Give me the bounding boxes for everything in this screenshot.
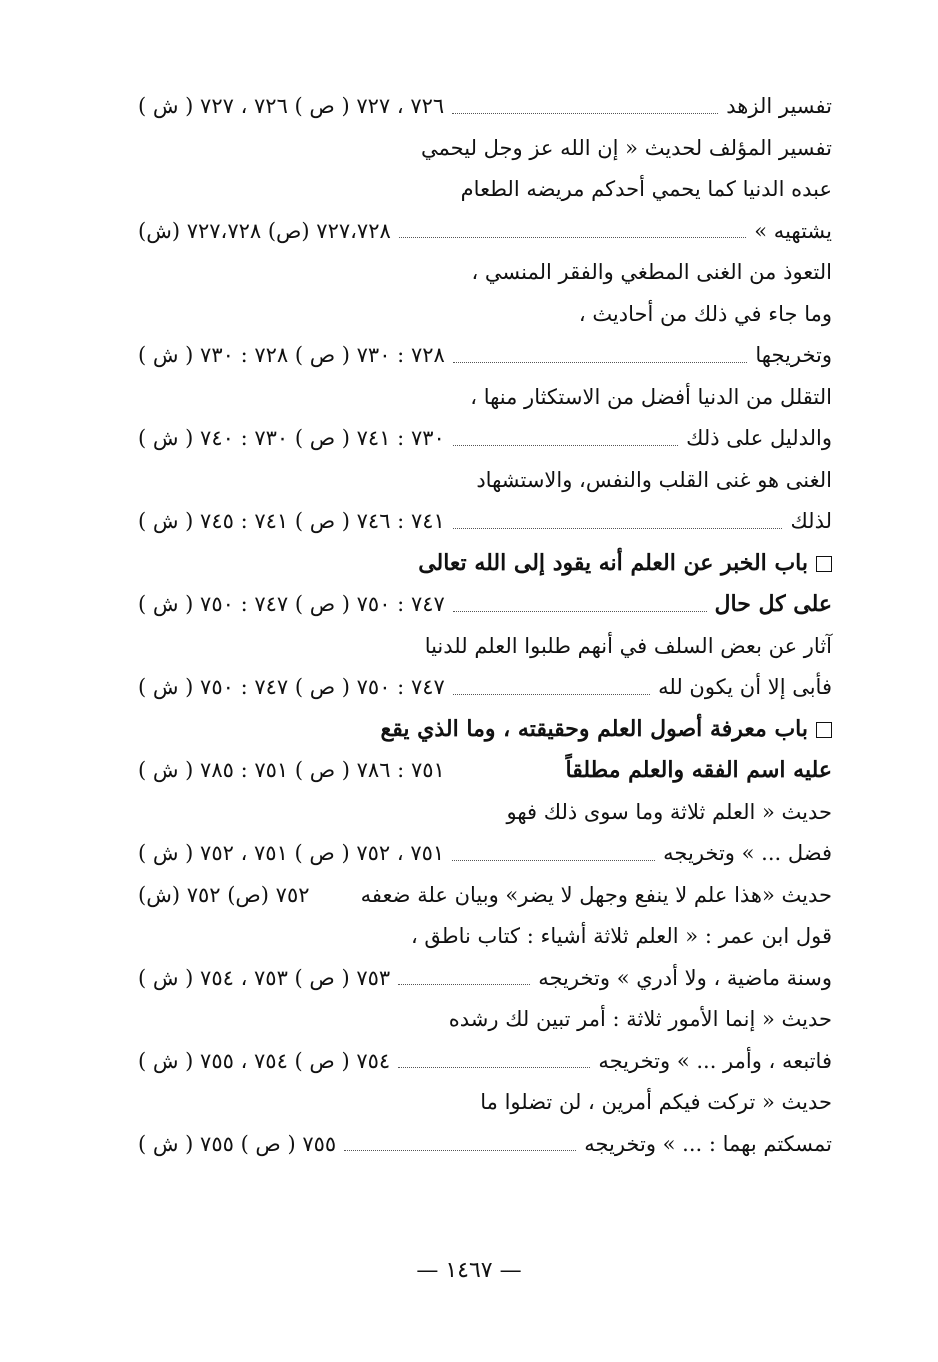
entry-label: عليه اسم الفقه والعلم مطلقاً [565, 757, 832, 783]
index-entry-text [421, 128, 832, 170]
index-entry-text [726, 86, 832, 128]
index-entry-text [715, 584, 833, 626]
index-entry-text [411, 916, 832, 958]
index-line [138, 999, 832, 1041]
index-entry-text [584, 1124, 832, 1166]
page-reference: ٧٥٣ ( ص ) ٧٥٣ ، ٧٥٤ ( ش ) [138, 965, 391, 990]
entry-label: تفسير المؤلف لحديث « إن الله عز وجل ليحمي [421, 135, 832, 160]
index-line [138, 833, 832, 875]
index-entry-text [663, 833, 832, 875]
index-line [138, 1082, 832, 1124]
entry-label: تمسكتم بهما : ... » وتخريجه [584, 1131, 832, 1156]
index-line [138, 86, 832, 128]
index-entry-text [790, 501, 832, 543]
index-entry-text [507, 792, 833, 834]
index-entry-text [361, 875, 832, 917]
page-reference: ٧٤١ : ٧٤٦ ( ص ) ٧٤١ : ٧٤٥ ( ش ) [138, 509, 445, 533]
entry-label: وما جاء في ذلك من أحاديث ، [578, 301, 832, 326]
index-entry-text [470, 377, 832, 419]
index-line [138, 875, 832, 917]
entry-label: يشتهيه » [754, 218, 832, 243]
entry-label: التقلل من الدنيا أفضل من الاستكثار منها ، [470, 384, 832, 409]
index-entry-text [425, 626, 832, 668]
index-entry-text [418, 543, 832, 585]
index-entry-text [449, 999, 832, 1041]
dotted-leader [453, 444, 678, 446]
index-entry-text [566, 750, 832, 792]
page-reference: ٧٢٧،٧٢٨ (ص) ٧٢٧،٧٢٨ (ش) [138, 218, 391, 243]
entry-label: والدليل على ذلك [686, 426, 832, 450]
entry-label: فاتبعه ، وأمر ... » وتخريجه [598, 1048, 832, 1073]
index-line [138, 211, 832, 253]
dotted-leader [453, 527, 783, 529]
entry-label: حديث « تركت فيكم أمرين ، لن تضلوا ما [480, 1090, 832, 1114]
index-line [138, 418, 832, 460]
entry-label: لذلك [790, 509, 832, 533]
dotted-leader [344, 1149, 576, 1151]
checkbox-square-icon [816, 722, 832, 738]
index-entry-text [476, 460, 832, 502]
page-reference: ٧٢٦ ، ٧٢٧ ( ص ) ٧٢٦ ، ٧٢٧ ( ش ) [138, 94, 445, 118]
index-line [138, 501, 832, 543]
entry-label: وسنة ماضية ، ولا أدري » وتخريجه [538, 965, 832, 990]
entry-label: وتخريجها [755, 343, 832, 367]
index-line [138, 169, 832, 211]
entry-label: باب معرفة أصول العلم وحقيقته ، وما الذي يقع [380, 715, 808, 742]
index-line [138, 335, 832, 377]
index-line [138, 1041, 832, 1083]
entry-label: باب الخبر عن العلم أنه يقود إلى الله تعالى [418, 549, 808, 576]
entry-label: تفسير الزهد [726, 94, 832, 118]
dotted-leader [453, 693, 650, 695]
index-line [138, 252, 832, 294]
index-content [138, 86, 832, 1165]
index-line [138, 792, 832, 834]
checkbox-square-icon [816, 556, 832, 572]
index-entry-text [579, 294, 832, 336]
dotted-leader [452, 859, 655, 861]
page-reference: ٧٥٤ ( ص ) ٧٥٤ ، ٧٥٥ ( ش ) [138, 1048, 391, 1073]
index-entry-text [480, 1082, 832, 1124]
index-heading-line [138, 709, 832, 751]
index-line [138, 128, 832, 170]
page-reference: ٧٥١ : ٧٨٦ ( ص ) ٧٥١ : ٧٨٥ ( ش ) [138, 758, 445, 782]
page-reference: ٧٥٥ ( ص ) ٧٥٥ ( ش ) [138, 1131, 337, 1156]
entry-label: حديث « إنما الأمور ثلاثة : أمر تبين لك رشده [448, 1007, 832, 1031]
index-entry-text [658, 667, 832, 709]
index-entry-text [754, 211, 832, 253]
index-entry-text [461, 169, 832, 211]
entry-label: فضل ... » وتخريجه [663, 841, 832, 865]
page-reference: ٧٢٨ : ٧٣٠ ( ص ) ٧٢٨ : ٧٣٠ ( ش ) [138, 343, 445, 367]
page-reference: ٧٥٢ (ص) ٧٥٢ (ش) [138, 882, 310, 907]
index-line [138, 460, 832, 502]
entry-label: فأبى إلا أن يكون لله [658, 675, 832, 699]
page-reference: ٧٤٧ : ٧٥٠ ( ص ) ٧٤٧ : ٧٥٠ ( ش ) [138, 592, 445, 616]
entry-label: آثار عن بعض السلف في أنهم طلبوا العلم للدنيا [424, 633, 832, 658]
page-reference: ٧٣٠ : ٧٤١ ( ص ) ٧٣٠ : ٧٤٠ ( ش ) [138, 426, 445, 450]
dotted-leader [399, 236, 747, 238]
dotted-leader [398, 1066, 590, 1068]
page-number: — ١٤٦٧ — [416, 1258, 522, 1283]
index-entry-text [538, 958, 832, 1000]
entry-label: حديث «هذا علم لا ينفع وجهل لا يضر» وبيان علة ضعفه [360, 882, 832, 907]
entry-label: الغنى هو غنى القلب والنفس، والاستشهاد [476, 467, 832, 492]
index-line [138, 958, 832, 1000]
entry-label: على كل حال [714, 591, 832, 617]
page-reference: ٧٥١ ، ٧٥٢ ( ص ) ٧٥١ ، ٧٥٢ ( ش ) [138, 841, 445, 865]
index-heading-line [138, 543, 832, 585]
dotted-leader [453, 610, 707, 612]
index-entry-text [686, 418, 832, 460]
entry-label: قول ابن عمر : « العلم ثلاثة أشياء : كتاب ناطق ، [410, 924, 832, 948]
index-heading-line [138, 584, 832, 626]
index-line [138, 377, 832, 419]
index-line [138, 916, 832, 958]
index-heading-line [138, 750, 832, 792]
index-line [138, 667, 832, 709]
entry-label: التعوذ من الغنى المطغي والفقر المنسي ، [471, 260, 832, 284]
dotted-leader [452, 112, 718, 114]
index-entry-text [755, 335, 832, 377]
index-line [138, 626, 832, 668]
dotted-leader [398, 983, 530, 985]
index-entry-text [598, 1041, 832, 1083]
index-line [138, 1124, 832, 1166]
entry-label: عبده الدنيا كما يحمي أحدكم مريضه الطعام [460, 177, 832, 201]
page-reference: ٧٤٧ : ٧٥٠ ( ص ) ٧٤٧ : ٧٥٠ ( ش ) [138, 675, 445, 699]
index-line [138, 294, 832, 336]
dotted-leader [453, 361, 748, 363]
entry-label: حديث « العلم ثلاثة وما سوى ذلك فهو [506, 799, 832, 824]
index-entry-text [471, 252, 832, 294]
index-entry-text [381, 709, 832, 751]
